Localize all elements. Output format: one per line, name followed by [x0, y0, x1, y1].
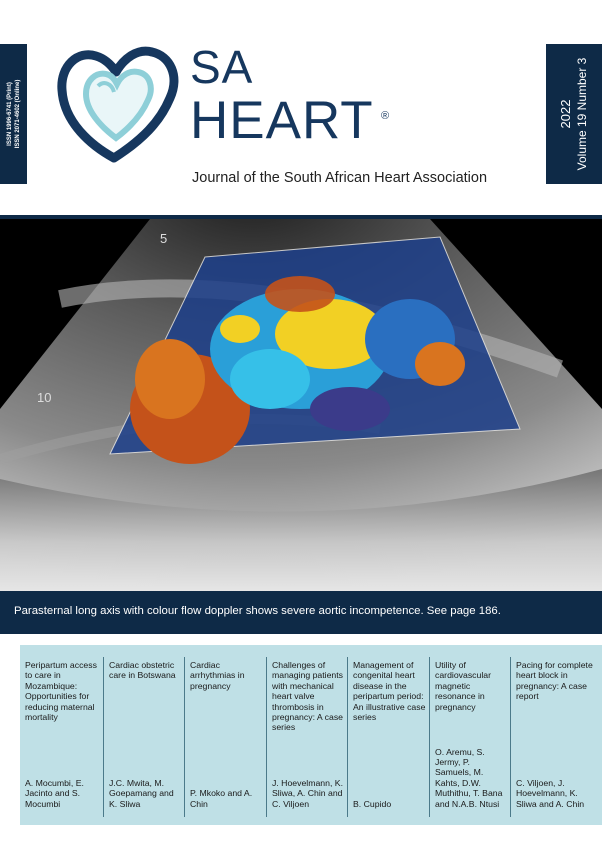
article-column [429, 657, 510, 817]
article-authors: B. Cupido [353, 798, 392, 809]
article-title: Utility of cardiovascular magnetic resonance in pregnancy [435, 660, 492, 712]
issn-online: ISSN 2071-4602 (Online) [14, 79, 21, 149]
article-title: Pacing for complete heart block in pregnancy: A case report [516, 660, 593, 702]
volume-issue: Volume 19 Number 3 [575, 57, 589, 171]
article-title: Management of congenital heart disease in the peripartum period: An illustrative case series [353, 660, 426, 723]
scale-label-top: 5 [160, 231, 168, 246]
article-authors: J.C. Mwita, M. Goepamang and K. Sliwa [109, 777, 174, 809]
article-authors: P. Mkoko and A. Chin [190, 788, 253, 809]
issn-strip [0, 44, 27, 184]
cover-caption-bar [0, 591, 602, 634]
article-column [184, 657, 266, 817]
registered-mark: ® [381, 110, 390, 122]
article-authors: C. Viljoen, J. Hoevelmann, K. Sliwa and A. Chin [516, 777, 585, 809]
cover-caption: Parasternal long axis with colour flow doppler shows severe aortic incompetence. See page 186. [14, 605, 501, 617]
scale-label-mid: 10 [37, 390, 52, 405]
volume-strip [546, 44, 602, 184]
article-authors: A. Mocumbi, E. Jacinto and S. Mocumbi [25, 777, 84, 809]
article-title: Cardiac arrhythmias in pregnancy [190, 660, 245, 691]
article-column [266, 657, 347, 817]
article-title: Peripartum access to care in Mozambique: Opportunities for reducing maternal mortality [25, 660, 97, 723]
masthead-heart: HEART [190, 91, 374, 150]
article-title: Cardiac obstetric care in Botswana [109, 660, 176, 681]
volume-year: 2022 [558, 99, 573, 129]
contents-panel [20, 645, 602, 825]
article-authors: J. Hoevelmann, K. Sliwa, A. Chin and C. Viljoen [272, 777, 343, 809]
masthead-sa: SA [190, 41, 254, 93]
article-column [20, 657, 103, 817]
article-column [347, 657, 429, 817]
article-title: Challenges of managing patients with mechanical heart valve thrombosis in pregnancy: A case series [272, 660, 343, 733]
heart-logo-icon [52, 38, 187, 170]
journal-subtitle: Journal of the South African Heart Association [192, 170, 488, 186]
article-column [510, 657, 596, 817]
article-authors: O. Aremu, S. Jermy, P. Samuels, M. Kahts, D.W. Muthithu, T. Bana and N.A.B. Ntusi [435, 746, 503, 809]
article-column [103, 657, 184, 817]
cover-echocardiogram-image [0, 219, 602, 591]
issn-print: ISSN 1996-6741 (Print) [6, 82, 13, 146]
